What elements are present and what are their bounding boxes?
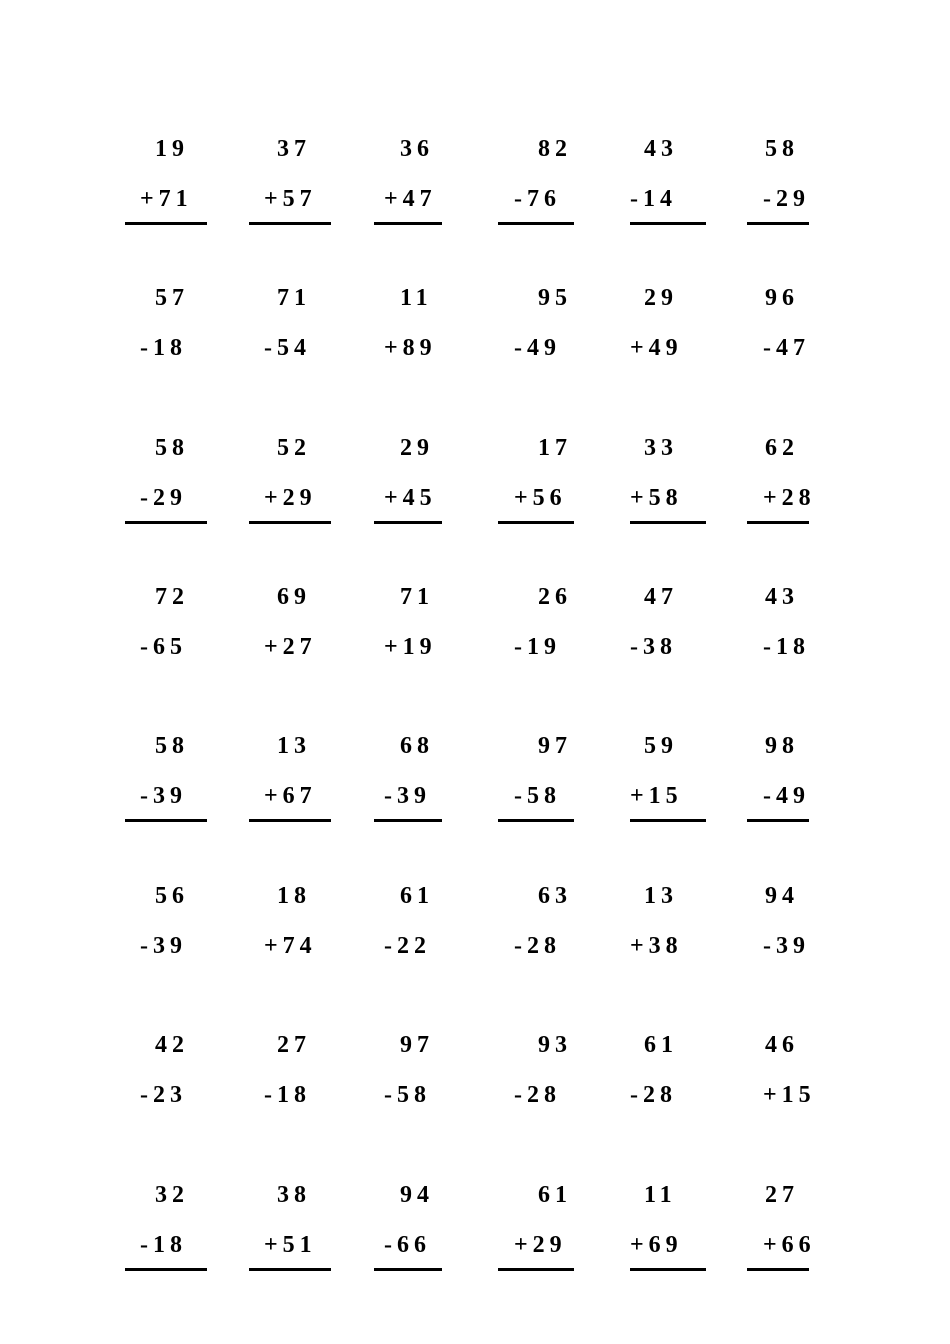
operand-with-sign: +67 xyxy=(264,783,317,809)
answer-line xyxy=(747,1268,809,1271)
top-number: 32 xyxy=(155,1182,189,1208)
top-number: 58 xyxy=(765,136,799,162)
operand-with-sign: -76 xyxy=(514,186,561,212)
problem xyxy=(125,1182,235,1282)
top-number: 97 xyxy=(400,1032,434,1058)
top-number: 82 xyxy=(538,136,572,162)
problem xyxy=(374,285,484,385)
problem xyxy=(125,285,235,385)
problem xyxy=(498,1182,608,1282)
operand-with-sign: +19 xyxy=(384,634,437,660)
answer-line xyxy=(374,1268,442,1271)
problem xyxy=(498,435,608,535)
answer-line xyxy=(747,819,809,822)
operand-with-sign: +29 xyxy=(264,485,317,511)
operand-with-sign: -49 xyxy=(514,335,561,361)
operand-with-sign: -47 xyxy=(763,335,810,361)
top-number: 46 xyxy=(765,1032,799,1058)
problem xyxy=(630,1032,740,1132)
answer-line xyxy=(125,1268,207,1271)
answer-line xyxy=(125,222,207,225)
top-number: 93 xyxy=(538,1032,572,1058)
problem xyxy=(747,285,857,385)
operand-with-sign: -18 xyxy=(140,335,187,361)
top-number: 61 xyxy=(538,1182,572,1208)
problem xyxy=(125,435,235,535)
operand-with-sign: -29 xyxy=(763,186,810,212)
problem xyxy=(630,883,740,983)
top-number: 63 xyxy=(538,883,572,909)
problem xyxy=(374,733,484,833)
top-number: 43 xyxy=(644,136,678,162)
operand-with-sign: -58 xyxy=(384,1082,431,1108)
operand-with-sign: +38 xyxy=(630,933,683,959)
problem xyxy=(249,136,359,236)
top-number: 43 xyxy=(765,584,799,610)
top-number: 69 xyxy=(277,584,311,610)
top-number: 11 xyxy=(400,285,433,311)
answer-line xyxy=(498,819,574,822)
top-number: 97 xyxy=(538,733,572,759)
problem xyxy=(498,136,608,236)
answer-line xyxy=(374,222,442,225)
problem xyxy=(249,1032,359,1132)
operand-with-sign: -28 xyxy=(514,933,561,959)
operand-with-sign: -28 xyxy=(514,1082,561,1108)
operand-with-sign: -54 xyxy=(264,335,311,361)
top-number: 36 xyxy=(400,136,434,162)
operand-with-sign: -18 xyxy=(264,1082,311,1108)
operand-with-sign: +58 xyxy=(630,485,683,511)
top-number: 37 xyxy=(277,136,311,162)
answer-line xyxy=(249,222,331,225)
top-number: 47 xyxy=(644,584,678,610)
operand-with-sign: -66 xyxy=(384,1232,431,1258)
operand-with-sign: +57 xyxy=(264,186,317,212)
problem xyxy=(630,136,740,236)
top-number: 18 xyxy=(277,883,311,909)
answer-line xyxy=(249,1268,331,1271)
problem xyxy=(374,1032,484,1132)
problem xyxy=(747,1182,857,1282)
problem xyxy=(249,584,359,684)
problem xyxy=(374,584,484,684)
operand-with-sign: +51 xyxy=(264,1232,317,1258)
top-number: 11 xyxy=(644,1182,677,1208)
problem xyxy=(249,1182,359,1282)
problem xyxy=(125,733,235,833)
operand-with-sign: -23 xyxy=(140,1082,187,1108)
top-number: 13 xyxy=(277,733,311,759)
answer-line xyxy=(630,222,706,225)
operand-with-sign: +45 xyxy=(384,485,437,511)
operand-with-sign: -29 xyxy=(140,485,187,511)
operand-with-sign: -28 xyxy=(630,1082,677,1108)
problem xyxy=(630,1182,740,1282)
problem xyxy=(630,435,740,535)
answer-line xyxy=(249,819,331,822)
top-number: 71 xyxy=(277,285,311,311)
operand-with-sign: +71 xyxy=(140,186,193,212)
problem xyxy=(630,584,740,684)
answer-line xyxy=(630,521,706,524)
operand-with-sign: -58 xyxy=(514,783,561,809)
problem xyxy=(374,883,484,983)
top-number: 19 xyxy=(155,136,189,162)
top-number: 52 xyxy=(277,435,311,461)
answer-line xyxy=(498,1268,574,1271)
top-number: 59 xyxy=(644,733,678,759)
operand-with-sign: +66 xyxy=(763,1232,816,1258)
problem xyxy=(374,136,484,236)
operand-with-sign: +29 xyxy=(514,1232,567,1258)
answer-line xyxy=(630,819,706,822)
top-number: 33 xyxy=(644,435,678,461)
operand-with-sign: +27 xyxy=(264,634,317,660)
top-number: 98 xyxy=(765,733,799,759)
top-number: 58 xyxy=(155,733,189,759)
problem xyxy=(249,435,359,535)
top-number: 94 xyxy=(400,1182,434,1208)
problem xyxy=(125,584,235,684)
operand-with-sign: -39 xyxy=(763,933,810,959)
operand-with-sign: +15 xyxy=(630,783,683,809)
operand-with-sign: +49 xyxy=(630,335,683,361)
problem xyxy=(498,1032,608,1132)
problem xyxy=(125,1032,235,1132)
answer-line xyxy=(498,222,574,225)
problem xyxy=(747,733,857,833)
answer-line xyxy=(747,521,809,524)
operand-with-sign: -38 xyxy=(630,634,677,660)
top-number: 71 xyxy=(400,584,434,610)
problem xyxy=(498,584,608,684)
top-number: 62 xyxy=(765,435,799,461)
top-number: 29 xyxy=(400,435,434,461)
top-number: 57 xyxy=(155,285,189,311)
answer-line xyxy=(125,819,207,822)
top-number: 26 xyxy=(538,584,572,610)
operand-with-sign: -39 xyxy=(384,783,431,809)
answer-line xyxy=(498,521,574,524)
problem xyxy=(747,435,857,535)
answer-line xyxy=(125,521,207,524)
operand-with-sign: +74 xyxy=(264,933,317,959)
operand-with-sign: +47 xyxy=(384,186,437,212)
operand-with-sign: +15 xyxy=(763,1082,816,1108)
operand-with-sign: -39 xyxy=(140,783,187,809)
problem xyxy=(249,883,359,983)
problem xyxy=(249,733,359,833)
problem xyxy=(630,733,740,833)
problem xyxy=(498,285,608,385)
problem xyxy=(747,136,857,236)
top-number: 58 xyxy=(155,435,189,461)
problem xyxy=(125,883,235,983)
problem xyxy=(374,435,484,535)
problem xyxy=(125,136,235,236)
top-number: 38 xyxy=(277,1182,311,1208)
operand-with-sign: -65 xyxy=(140,634,187,660)
top-number: 17 xyxy=(538,435,572,461)
operand-with-sign: +89 xyxy=(384,335,437,361)
top-number: 27 xyxy=(765,1182,799,1208)
problem xyxy=(630,285,740,385)
operand-with-sign: +56 xyxy=(514,485,567,511)
answer-line xyxy=(374,819,442,822)
problem xyxy=(249,285,359,385)
answer-line xyxy=(249,521,331,524)
answer-line xyxy=(374,521,442,524)
problem xyxy=(747,584,857,684)
problem xyxy=(498,883,608,983)
top-number: 94 xyxy=(765,883,799,909)
operand-with-sign: +28 xyxy=(763,485,816,511)
operand-with-sign: -18 xyxy=(763,634,810,660)
top-number: 29 xyxy=(644,285,678,311)
top-number: 27 xyxy=(277,1032,311,1058)
operand-with-sign: -18 xyxy=(140,1232,187,1258)
top-number: 42 xyxy=(155,1032,189,1058)
top-number: 61 xyxy=(644,1032,678,1058)
operand-with-sign: -39 xyxy=(140,933,187,959)
problem xyxy=(374,1182,484,1282)
answer-line xyxy=(747,222,809,225)
operand-with-sign: -19 xyxy=(514,634,561,660)
problem xyxy=(747,883,857,983)
operand-with-sign: -49 xyxy=(763,783,810,809)
answer-line xyxy=(630,1268,706,1271)
top-number: 61 xyxy=(400,883,434,909)
top-number: 72 xyxy=(155,584,189,610)
operand-with-sign: -22 xyxy=(384,933,431,959)
problem xyxy=(498,733,608,833)
top-number: 13 xyxy=(644,883,678,909)
top-number: 95 xyxy=(538,285,572,311)
top-number: 96 xyxy=(765,285,799,311)
top-number: 56 xyxy=(155,883,189,909)
operand-with-sign: -14 xyxy=(630,186,677,212)
problem xyxy=(747,1032,857,1132)
top-number: 68 xyxy=(400,733,434,759)
operand-with-sign: +69 xyxy=(630,1232,683,1258)
